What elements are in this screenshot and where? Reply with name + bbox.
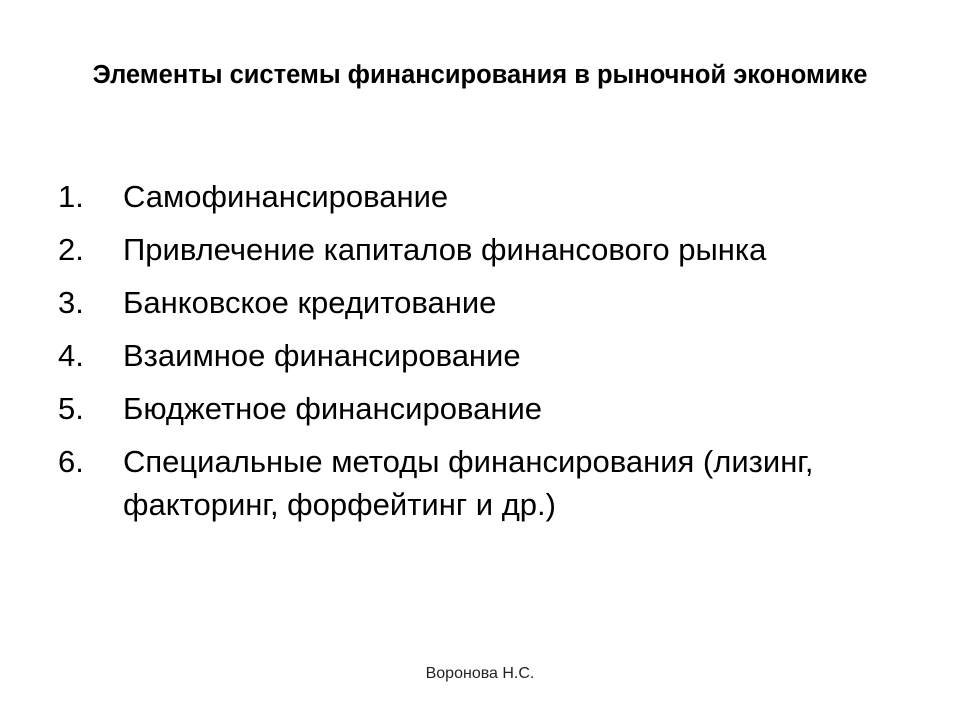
list-item-number: 4. [58, 338, 84, 373]
list-item [58, 281, 918, 324]
list-item-text: Самофинансирование [123, 179, 449, 214]
list-item-number: 3. [58, 285, 84, 320]
list-item [58, 175, 918, 218]
list-item [58, 334, 918, 377]
author-footer: Воронова Н.С. [425, 665, 535, 682]
list-item-text: Привлечение капиталов финансового рынка [123, 232, 767, 267]
list-item-number: 2. [58, 232, 84, 267]
list-item-number: 6. [58, 444, 84, 479]
slide-title: Элементы системы финансирования в рыночной экономике [92, 61, 868, 89]
list-item [58, 228, 918, 271]
list-item-number: 5. [58, 391, 84, 426]
list-item-text: Бюджетное финансирование [123, 391, 542, 426]
financing-elements-list [58, 175, 918, 536]
list-item [58, 440, 918, 526]
list-item-number: 1. [58, 179, 84, 214]
list-item-text: Банковское кредитование [123, 285, 497, 320]
list-item [58, 387, 918, 430]
list-item-text: Взаимное финансирование [123, 338, 521, 373]
list-item-text: Специальные методы финансирования (лизинг, факторинг, форфейтинг и др.) [123, 444, 814, 522]
